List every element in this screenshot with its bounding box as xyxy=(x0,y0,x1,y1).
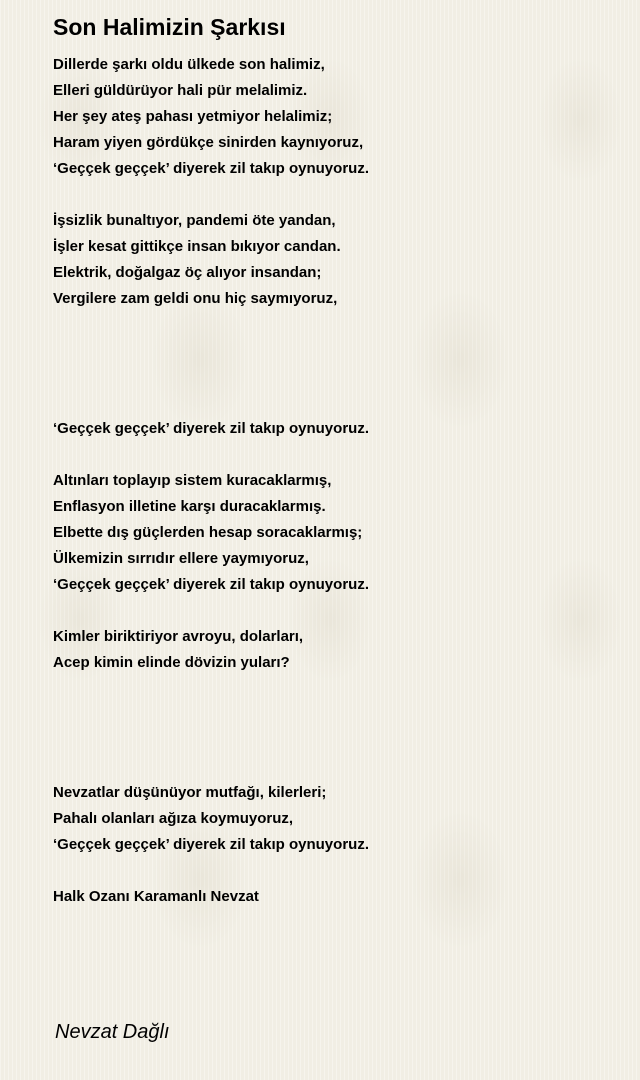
poem-line: Acep kimin elinde dövizin yuları? xyxy=(53,654,290,671)
poem-line: Dillerde şarkı oldu ülkede son halimiz, xyxy=(53,56,325,73)
stanza-signature xyxy=(53,884,613,910)
poem-title: Son Halimizin Şarkısı xyxy=(53,14,286,40)
stanza-6 xyxy=(53,780,613,858)
poem-line: Elektrik, doğalgaz öç alıyor insandan; xyxy=(53,264,322,281)
stanza-4 xyxy=(53,468,613,598)
stanza-gap xyxy=(53,858,613,884)
poem-line: ‘Geççek geççek’ diyerek zil takıp oynuyoruz. xyxy=(53,420,369,437)
stanza-gap xyxy=(53,598,613,624)
author-name[interactable]: Nevzat Dağlı xyxy=(55,1021,170,1043)
stanza-2 xyxy=(53,208,613,312)
poem-line: İşler kesat gittikçe insan bıkıyor candan. xyxy=(53,238,341,255)
stanza-5 xyxy=(53,624,613,676)
poem-body xyxy=(53,52,613,910)
stanza-3 xyxy=(53,416,613,442)
stanza-gap xyxy=(53,182,613,208)
stanza-1 xyxy=(53,52,613,182)
poem-line: Elbette dış güçlerden hesap soracaklarmış; xyxy=(53,524,363,541)
poem-line: Elleri güldürüyor hali pür melalimiz. xyxy=(53,82,308,99)
poem-line: Kimler biriktiriyor avroyu, dolarları, xyxy=(53,628,304,645)
stanza-gap xyxy=(53,442,613,468)
poem-line: Enflasyon illetine karşı duracaklarmış. xyxy=(53,498,326,515)
poem-line: Altınları toplayıp sistem kuracaklarmış, xyxy=(53,472,332,489)
poem-line: Ülkemizin sırrıdır ellere yaymıyoruz, xyxy=(53,550,309,567)
poem-line: ‘Geççek geççek’ diyerek zil takıp oynuyoruz. xyxy=(53,576,369,593)
poem-line: Her şey ateş pahası yetmiyor helalimiz; xyxy=(53,108,333,125)
poem-line: Pahalı olanları ağıza koymuyoruz, xyxy=(53,810,294,827)
poem-line: ‘Geççek geççek’ diyerek zil takıp oynuyoruz. xyxy=(53,836,369,853)
poem-signature-line: Halk Ozanı Karamanlı Nevzat xyxy=(53,888,259,905)
stanza-gap xyxy=(53,676,613,780)
poem-line: ‘Geççek geççek’ diyerek zil takıp oynuyoruz. xyxy=(53,160,369,177)
poem-line: Nevzatlar düşünüyor mutfağı, kilerleri; xyxy=(53,784,327,801)
poem-line: Vergilere zam geldi onu hiç saymıyoruz, xyxy=(53,290,338,307)
poem-line: İşsizlik bunaltıyor, pandemi öte yandan, xyxy=(53,212,336,229)
stanza-gap xyxy=(53,312,613,416)
poem-line: Haram yiyen gördükçe sinirden kaynıyoruz, xyxy=(53,134,364,151)
